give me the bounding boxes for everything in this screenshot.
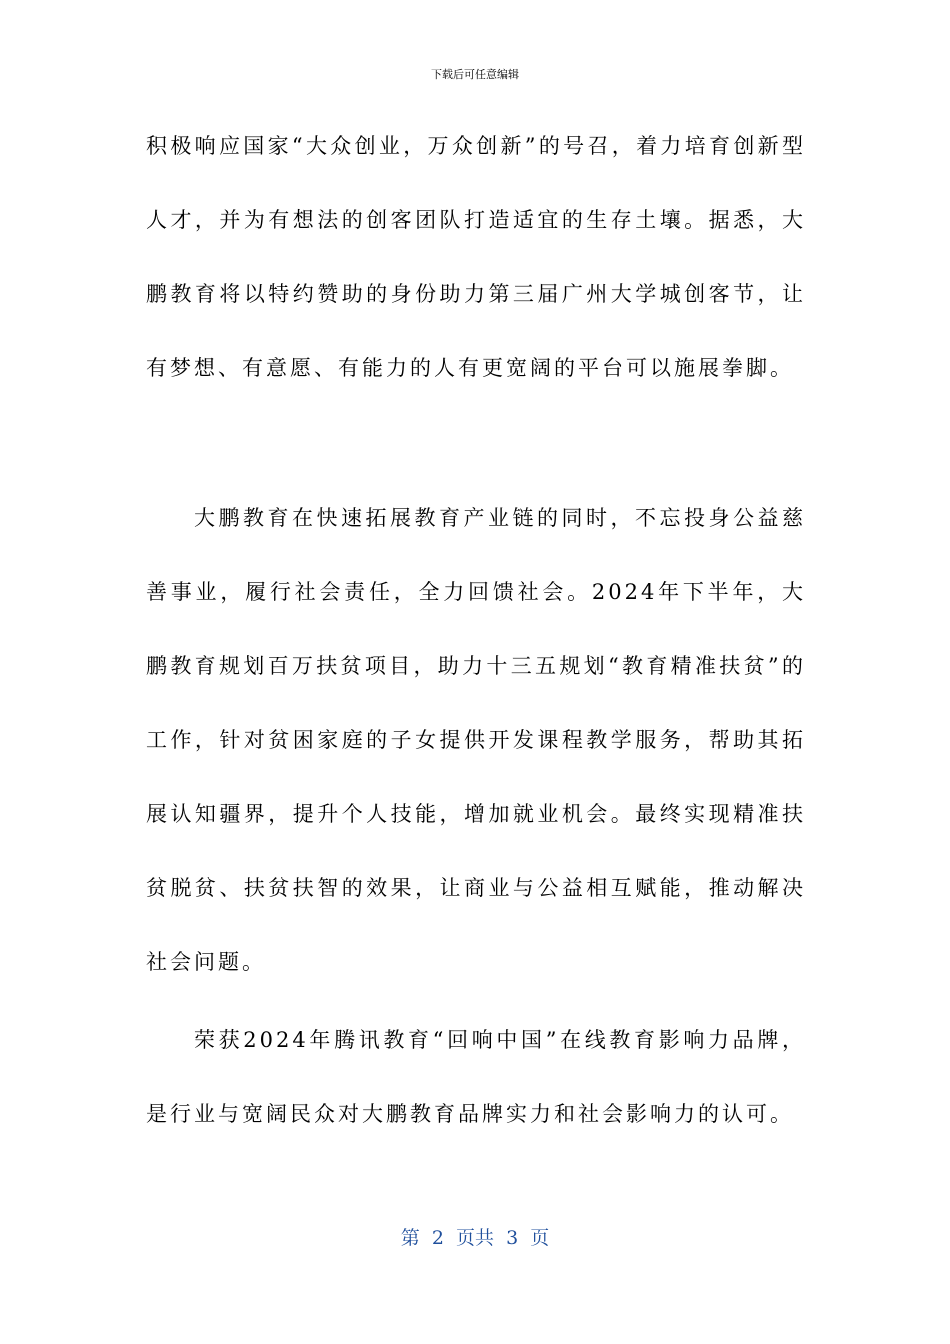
body-paragraph-1: 积极响应国家“大众创业，万众创新”的号召，着力培育创新型人才，并为有想法的创客团队打造适宜的生存土壤。据悉，大鹏教育将以特约赞助的身份助力第三届广州大学城创客节，让有梦想、有意愿、有能力的人有更宽阔的平台可以施展拳脚。 xyxy=(146,134,806,380)
page-number-footer: 第 2 页共 3 页 xyxy=(400,1227,550,1249)
body-paragraph-3: 荣获2024年腾讯教育“回响中国”在线教育影响力品牌，是行业与宽阔民众对大鹏教育品牌实力和社会影响力的认可。 xyxy=(146,1028,806,1126)
header-note: 下载后可任意编辑 xyxy=(431,68,519,81)
body-paragraph-2: 大鹏教育在快速拓展教育产业链的同时，不忘投身公益慈善事业，履行社会责任，全力回馈社会。2024年下半年，大鹏教育规划百万扶贫项目，助力十三五规划“教育精准扶贫”的工作，针对贫困家庭的子女提供开发课程教学服务，帮助其拓展认知疆界，提升个人技能，增加就业机会。最终实现精准扶贫脱贫、扶贫扶智的效果，让商业与公益相互赋能，推动解决社会问题。 xyxy=(146,506,806,974)
